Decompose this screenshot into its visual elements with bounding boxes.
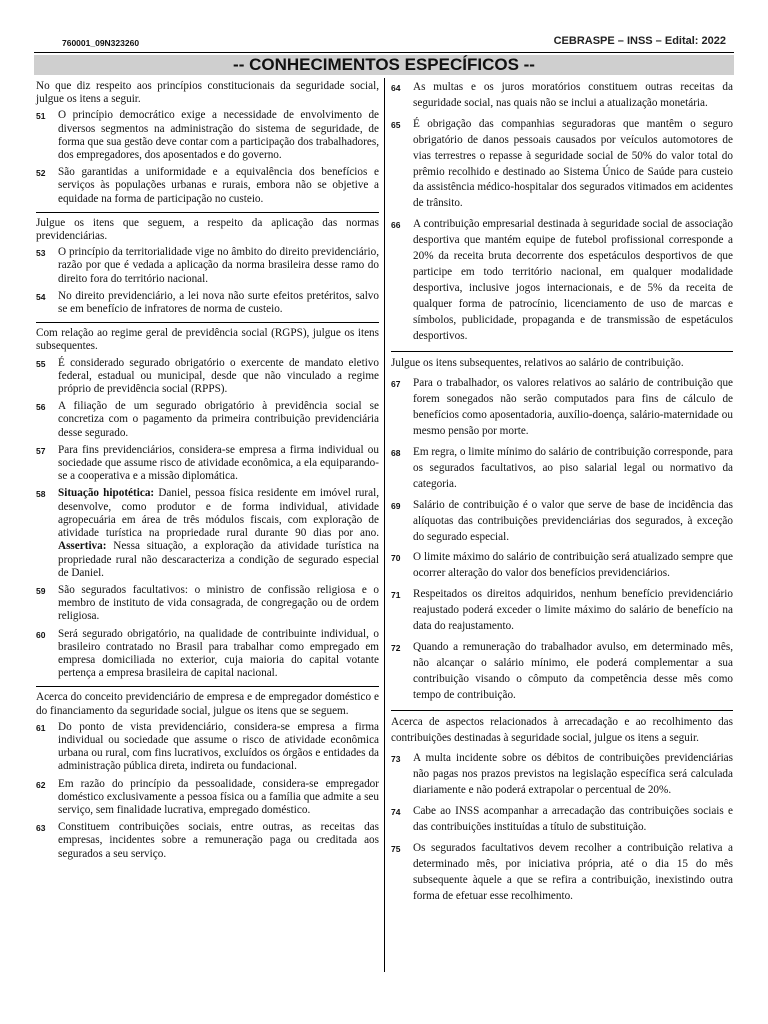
question-item [36,246,379,286]
question-number: 70 [391,553,401,564]
question-text: As multas e os juros moratórios constituem outras receitas da seguridade social, nas quais não se inclui a atualização monetária. [413,81,733,109]
question-number: 57 [36,445,46,456]
question-number: 61 [36,722,46,733]
question-item [391,80,733,112]
section-separator [36,212,379,213]
section-intro: Acerca do conceito previdenciário de empresa e de empregador doméstico e do financiamento da seguridade social, julgue os itens que se seguem. [36,691,379,717]
section-intro: Acerca de aspectos relacionados à arrecadação e ao recolhimento das contribuições destinadas à seguridade social, julgue os itens a seguir. [391,715,733,744]
question-number: 66 [391,220,401,231]
question-item [36,821,379,861]
section-separator [36,322,379,323]
document-code: 760001_09N323260 [62,38,140,48]
question-text: A contribuição empresarial destinada à seguridade social de associação desportiva que mantém equipe de futebol profissional corresponde a 20% da receita bruta decorrente dos espetáculos desportivos de que participe em todo território nacional, em qualquer modalidade desportiva, inclusive jogos internacionais, e de 5% da receita de qualquer forma de patrocínio, licenciamento de uso de marcas e símbolos, publicidade, propaganda e de transmissão de espetáculos desportivos. [413,218,733,342]
question-number: 69 [391,500,401,511]
question-text: Quando a remuneração do trabalhador avulso, em determinado mês, não alcançar o salário mínimo, ele poderá complementar a sua contribuição visando o cômputo da competência desse mês como tempo de contribuição. [413,641,733,701]
question-text: Do ponto de vista previdenciário, considera-se empresa a firma individual ou sociedade que assume o risco de atividade econômica urbana ou rural, com fins lucrativos, excluídos os órgãos e entidades da administração pública direta, indireta ou fundacional. [58,720,379,773]
question-text: No direito previdenciário, a lei nova não surte efeitos pretéritos, salvo se em benefício de infratores de norma de custeio. [58,289,379,316]
section-intro: No que diz respeito aos princípios constitucionais da seguridade social, julgue os itens a seguir. [36,80,379,106]
question-item [36,357,379,397]
section-intro: Julgue os itens subsequentes, relativos ao salário de contribuição. [391,356,684,369]
question-item [391,640,733,704]
question-number: 71 [391,590,401,601]
question-number: 53 [36,248,46,259]
section-separator [391,351,733,352]
question-text: Será segurado obrigatório, na qualidade de contribuinte individual, o brasileiro contratado no Brasil para trabalhar como empregado em empresa domiciliada no exterior, cuja maioria do capital votante pertença a empresa brasileira de capital nacional. [58,627,379,680]
header-rule [34,52,734,53]
section-banner: -- CONHECIMENTOS ESPECÍFICOS -- [34,55,734,75]
question-text: Para fins previdenciários, considera-se empresa a firma individual ou sociedade que assume risco de atividade econômica, a ela equiparando-se a cooperativa e a missão diplomática. [58,443,379,483]
question-item [36,400,379,440]
question-number: 56 [36,402,46,413]
question-item [36,290,379,316]
column-divider [384,78,385,972]
question-text: O princípio da territorialidade vige no âmbito do direito previdenciário, razão por que é vedada a aplicação da norma brasileira desse ramo do direito fora do território nacional. [58,246,379,285]
question-item [391,550,733,582]
question-item [391,445,733,493]
right-column [391,80,733,990]
question-item [36,166,379,206]
question-number: 62 [36,779,46,790]
question-text: Para o trabalhador, os valores relativos ao salário de contribuição que forem sonegados não serão computados para fins de cálculo de benefícios como aposentadoria, auxílio-doença, salário-maternidade ou mesmo pensão por morte. [413,377,733,438]
question-item [391,804,733,836]
question-number: 72 [391,643,401,653]
section-intro: Julgue os itens que seguem, a respeito da aplicação das normas previdenciárias. [36,216,379,243]
question-text: Constituem contribuições sociais, entre outras, as receitas das empresas, incidentes sobre a remuneração paga ou creditada aos segurados a seu serviço. [58,821,379,860]
question-text: A multa incidente sobre os débitos de contribuições previdenciárias não pagas nos prazos previstos na legislação específica será calculada diariamente e não poderá extrapolar o percentual de 20%. [413,752,733,797]
section-separator [391,710,733,711]
question-number: 58 [36,489,46,500]
question-number: 52 [36,168,46,179]
question-number: 74 [391,807,401,818]
question-item [36,628,379,681]
question-item [36,584,379,624]
question-item [36,778,379,818]
question-text: É considerado segurado obrigatório o exercente de mandato eletivo federal, estadual ou municipal, desde que não vinculado a regime próprio de previdência social (RPPS). [58,356,379,396]
question-item [36,444,379,484]
question-item [36,721,379,774]
question-item [36,109,379,162]
question-text: Em regra, o limite mínimo do salário de contribuição corresponde, para os segurados facultativos, ao piso salarial legal ou normativo da categoria. [413,446,733,490]
question-text: Cabe ao INSS acompanhar a arrecadação das contribuições sociais e das contribuições instituídas a título de substituição. [413,805,733,834]
question-item [391,117,733,212]
exam-title: CEBRASPE – INSS – Edital: 2022 [553,35,726,47]
question-number: 64 [391,83,401,93]
section-intro: Com relação ao regime geral de previdência social (RGPS), julgue os itens subsequentes. [36,327,379,353]
question-item [36,487,379,579]
question-item [391,587,733,635]
question-text [58,487,379,579]
question-text: Salário de contribuição é o valor que serve de base de incidência das alíquotas das contribuições previdenciárias dos segurados, à exceção do segurado especial. [413,498,733,543]
assertion-text: Nessa situação, a exploração da atividade turística na propriedade rural não descaracteriza a condição de segurado especial de Daniel. [58,540,379,579]
question-number: 54 [36,291,46,302]
question-item [391,751,733,799]
question-number: 65 [391,119,401,130]
question-number: 68 [391,448,401,459]
question-text: O limite máximo do salário de contribuição será atualizado sempre que ocorrer alteração do valor dos benefícios previdenciários. [413,551,733,580]
question-number: 60 [36,629,46,640]
section-separator [36,686,379,687]
question-number: 55 [36,358,46,369]
question-number: 67 [391,379,401,390]
question-text: É obrigação das companhias seguradoras que mantêm o seguro obrigatório de danos pessoais causados por veículos automotores de vias terrestres o repasse à seguridade social de 50% do valor total do prêmio recolhido e destinado ao Sistema Único de Saúde para custeio da assistência médico-hospitalar dos segurados vitimados em acidentes de trânsito. [413,117,733,210]
hypothesis-text: Daniel, pessoa física residente em imóvel rural, desenvolve, como produtor e de forma individual, atividade agropecuária em área de três módulos fiscais, com exploração de atividade turística na propriedade rural durante 90 dias por ano. [58,487,379,540]
question-text: São segurados facultativos: o ministro de confissão religiosa e o membro de instituto de vida consagrada, de congregação ou de ordem religiosa. [58,583,379,623]
left-column [36,80,379,990]
question-number: 63 [36,823,46,834]
question-item [391,841,733,905]
question-item [391,498,733,546]
assertion-label: Assertiva: [58,540,107,553]
question-text: O princípio democrático exige a necessidade de envolvimento de diversos segmentos na administração do sistema de seguridade, de forma que sua gestão deve contar com a participação dos trabalhadores, dos empregadores, dos aposentados e do governo. [58,109,379,162]
question-text: Respeitados os direitos adquiridos, nenhum benefício previdenciário reajustado poderá exceder o limite máximo do salário de benefício na data do reajustamento. [413,588,733,633]
question-text: A filiação de um segurado obrigatório à previdência social se concretiza com o pagamento da primeira contribuição previdenciária desse segurado. [58,400,379,439]
hypothesis-label: Situação hipotética: [58,487,155,500]
question-number: 59 [36,585,46,596]
question-item [391,376,733,440]
question-number: 73 [391,754,401,765]
question-text: Em razão do princípio da pessoalidade, considera-se empregador doméstico exclusivamente a pessoa física ou a família que admite a seu serviço, sem finalidade lucrativa, empregado doméstico. [58,777,379,816]
question-number: 75 [391,843,401,854]
question-item [391,217,733,344]
question-text: São garantidas a uniformidade e a equivalência dos benefícios e serviços às populações urbanas e rurais, embora não se objetive a equidade na forma de participação no custeio. [58,166,379,205]
question-text: Os segurados facultativos devem recolher a contribuição relativa a determinado mês, por iniciativa própria, até o dia 15 do mês subsequente àquele a que se refira a contribuição, inexistindo outra forma de efetuar esse recolhimento. [413,841,733,902]
question-number: 51 [36,111,46,122]
